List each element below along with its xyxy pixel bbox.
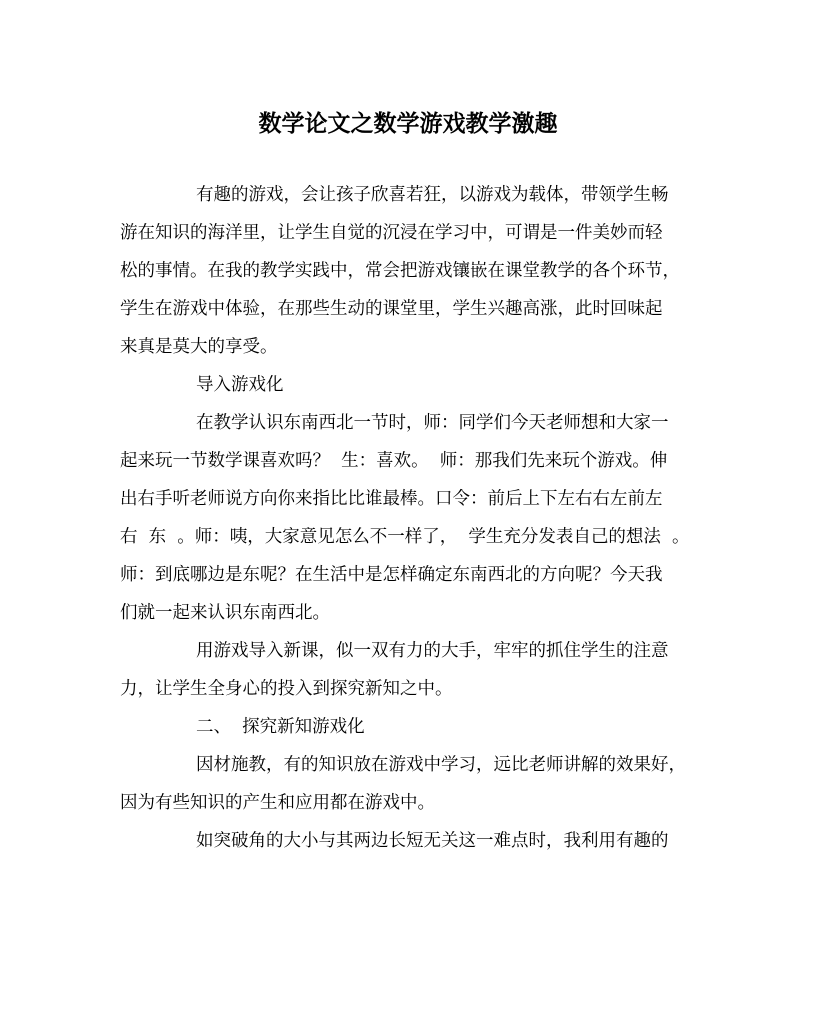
text-line: 们就一起来认识东南西北。 [120, 603, 330, 623]
text-line: 因材施教，有的知识放在游戏中学习，远比老师讲解的效果好， [196, 755, 686, 775]
document-body [120, 176, 696, 860]
document-title: 数学论文之数学游戏教学激趣 [258, 110, 558, 137]
text-line: 因为有些知识的产生和应用都在游戏中。 [120, 793, 435, 813]
text-line: 游在知识的海洋里，让学生自觉的沉浸在学习中，可谓是一件美妙而轻 [120, 223, 663, 243]
text-line: 学生在游戏中体验，在那些生动的课堂里，学生兴趣高涨，此时回味起 [120, 299, 663, 319]
text-line: 右 东 。师：咦，大家意见怎么不一样了， 学生充分发表自己的想法 。 [120, 527, 690, 547]
text-line: 有趣的游戏，会让孩子欣喜若狂，以游戏为载体，带领学生畅 [196, 185, 669, 205]
text-line: 师：到底哪边是东呢？在生活中是怎样确定东南西北的方向呢？今天我 [120, 565, 663, 585]
text-line: 松的事情。在我的教学实践中，常会把游戏镶嵌在课堂教学的各个环节， [120, 261, 680, 281]
text-line: 如突破角的大小与其两边长短无关这一难点时，我利用有趣的 [196, 831, 669, 851]
text-line: 来真是莫大的享受。 [120, 337, 278, 357]
text-line: 力，让学生全身心的投入到探究新知之中。 [120, 679, 453, 699]
text-line: 在教学认识东南西北一节时，师：同学们今天老师想和大家一 [196, 413, 669, 433]
text-line: 导入游戏化 [196, 375, 284, 395]
text-line: 用游戏导入新课，似一双有力的大手，牢牢的抓住学生的注意 [196, 641, 669, 661]
text-line: 二、 探究新知游戏化 [196, 717, 365, 737]
text-line: 出右手听老师说方向你来指比比谁最棒。口令：前后上下左右右左前左 [120, 489, 663, 509]
text-line: 起来玩一节数学课喜欢吗？ 生：喜欢。 师：那我们先来玩个游戏。伸 [120, 451, 668, 471]
